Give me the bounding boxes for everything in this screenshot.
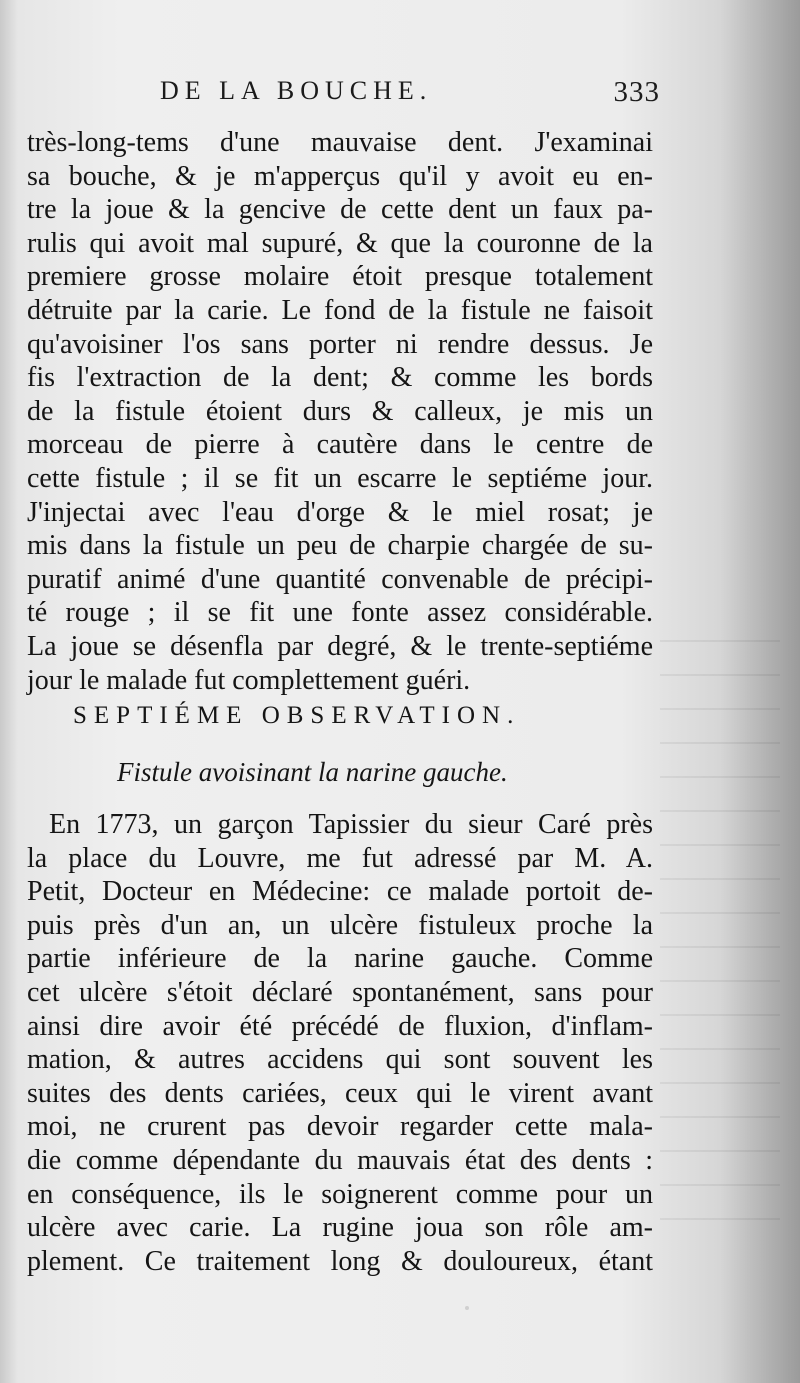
show-through-text (660, 640, 780, 1220)
text-line: la place du Louvre, me fut adressé par M. A. (27, 842, 653, 874)
text-line: cette fistule ; il se fit un escarre le septiéme jour. (27, 462, 653, 494)
text-line: qu'avoisiner l'os sans porter ni rendre dessus. Je (27, 328, 653, 360)
paper-spot (465, 1306, 469, 1310)
text-line: moi, ne crurent pas devoir regarder cette mala- (27, 1111, 653, 1143)
text-line: morceau de pierre à cautère dans le centre de (27, 429, 653, 461)
text-line: fis l'extraction de la dent; & comme les bords (27, 362, 653, 394)
text-line: cet ulcère s'étoit déclaré spontanément, sans pour (27, 976, 653, 1008)
text-line: premiere grosse molaire étoit presque totalement (27, 261, 653, 293)
text-line: puratif animé d'une quantité convenable de précipi- (27, 563, 653, 595)
page-number: 333 (613, 76, 660, 108)
text-line: tre la joue & la gencive de cette dent un faux pa- (27, 194, 653, 226)
text-line: La joue se désenfla par degré, & le trente-septiéme (27, 630, 653, 662)
text-line: plement. Ce traitement long & douloureux, étant (27, 1245, 653, 1277)
text-line: mation, & autres accidens qui sont souvent les (27, 1044, 653, 1076)
text-line: Petit, Docteur en Médecine: ce malade portoit de- (27, 876, 653, 908)
text-line: détruite par la carie. Le fond de la fistule ne faisoit (27, 294, 653, 326)
text-line: té rouge ; il se fit une fonte assez considérable. (27, 597, 653, 629)
text-line: suites des dents cariées, ceux qui le virent avant (27, 1077, 653, 1109)
text-line: en conséquence, ils le soignerent comme pour un (27, 1178, 653, 1210)
text-line: de la fistule étoient durs & calleux, je mis un (27, 395, 653, 427)
text-line: puis près d'un an, un ulcère fistuleux proche la (27, 909, 653, 941)
text-line: J'injectai avec l'eau d'orge & le miel rosat; je (27, 496, 653, 528)
text-line: ulcère avec carie. La rugine joua son rôle am- (27, 1212, 653, 1244)
section-subtitle: Fistule avoisinant la narine gauche. (117, 757, 508, 787)
page-header (160, 76, 660, 116)
text-line: En 1773, un garçon Tapissier du sieur Caré près (49, 809, 653, 840)
paragraph-2 (27, 808, 653, 1278)
text-line: die comme dépendante du mauvais état des dents : (27, 1144, 653, 1176)
text-line: rulis qui avoit mal supuré, & que la couronne de la (27, 227, 653, 259)
text-line: très-long-tems d'une mauvaise dent. J'examinai (27, 127, 653, 158)
text-line: ainsi dire avoir été précédé de fluxion, d'inflam- (27, 1010, 653, 1042)
paragraph-1 (27, 126, 653, 697)
running-head: DE LA BOUCHE. (160, 76, 433, 105)
text-line: partie inférieure de la narine gauche. Comme (27, 943, 653, 975)
text-line: mis dans la fistule un peu de charpie chargée de su- (27, 530, 653, 562)
section-title: SEPTIÉME OBSERVATION. (73, 702, 521, 729)
text-line: sa bouche, & je m'apperçus qu'il y avoit eu en- (27, 160, 653, 192)
text-line: jour le malade fut complettement guéri. (27, 664, 471, 696)
